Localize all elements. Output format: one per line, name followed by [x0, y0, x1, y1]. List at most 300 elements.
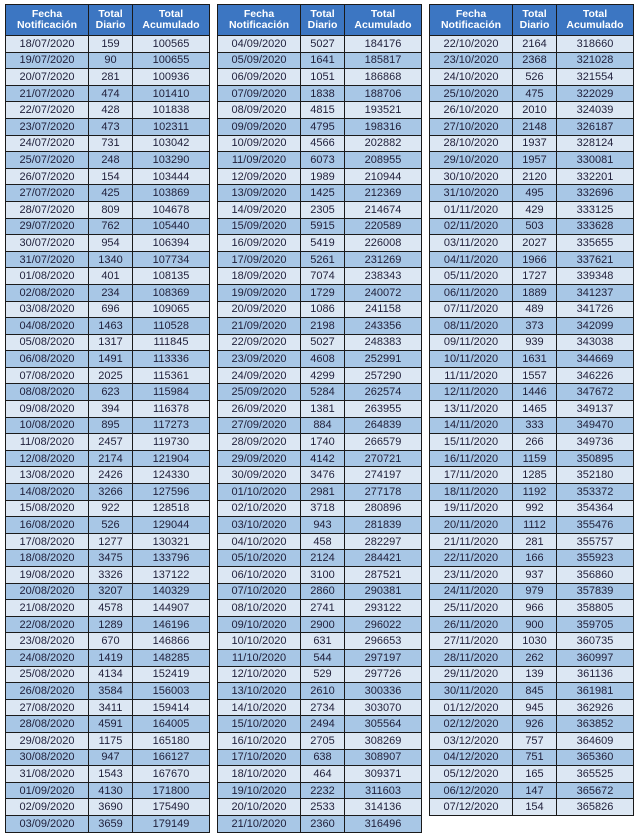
cell-total-acumulado: 137122 — [133, 567, 210, 584]
table-row — [218, 367, 422, 384]
cell-total-diario: 373 — [513, 318, 557, 335]
table-row — [430, 583, 634, 600]
cell-total-diario: 2741 — [301, 600, 345, 617]
cell-total-acumulado: 352180 — [557, 467, 634, 484]
cell-total-acumulado: 314136 — [345, 799, 422, 816]
cell-total-diario: 1937 — [513, 135, 557, 152]
cell-total-diario: 2360 — [301, 815, 345, 832]
cell-fecha: 11/08/2020 — [6, 434, 89, 451]
table-row — [430, 235, 634, 252]
cell-total-acumulado: 109065 — [133, 301, 210, 318]
cell-total-acumulado: 166127 — [133, 749, 210, 766]
cell-total-acumulado: 318660 — [557, 36, 634, 53]
cell-total-acumulado: 171800 — [133, 782, 210, 799]
cell-fecha: 27/08/2020 — [6, 699, 89, 716]
table-body — [6, 36, 210, 833]
cell-total-acumulado: 127596 — [133, 484, 210, 501]
cell-total-acumulado: 341726 — [557, 301, 634, 318]
table-row — [218, 567, 422, 584]
cell-total-acumulado: 337621 — [557, 251, 634, 268]
cell-total-acumulado: 274197 — [345, 467, 422, 484]
cell-total-diario: 922 — [89, 500, 133, 517]
cell-total-acumulado: 322029 — [557, 85, 634, 102]
cell-total-diario: 2494 — [301, 716, 345, 733]
table-row — [218, 450, 422, 467]
cell-total-diario: 4566 — [301, 135, 345, 152]
cell-total-diario: 638 — [301, 749, 345, 766]
cell-total-diario: 5027 — [301, 36, 345, 53]
cell-fecha: 09/08/2020 — [6, 401, 89, 418]
cell-fecha: 02/08/2020 — [6, 284, 89, 301]
table-row — [6, 749, 210, 766]
cell-fecha: 24/09/2020 — [218, 367, 301, 384]
table-row — [218, 649, 422, 666]
cell-total-diario: 473 — [89, 118, 133, 135]
table-row — [430, 201, 634, 218]
cell-total-acumulado: 280896 — [345, 500, 422, 517]
cell-fecha: 26/10/2020 — [430, 102, 513, 119]
cell-total-diario: 696 — [89, 301, 133, 318]
cell-total-acumulado: 346226 — [557, 367, 634, 384]
cell-fecha: 23/09/2020 — [218, 351, 301, 368]
cell-total-diario: 248 — [89, 152, 133, 169]
cell-total-acumulado: 252991 — [345, 351, 422, 368]
table-row — [218, 334, 422, 351]
table-row — [6, 434, 210, 451]
cell-fecha: 07/08/2020 — [6, 367, 89, 384]
table-row — [218, 600, 422, 617]
table-row — [430, 102, 634, 119]
cell-fecha: 08/09/2020 — [218, 102, 301, 119]
cell-total-diario: 1491 — [89, 351, 133, 368]
cell-fecha: 09/11/2020 — [430, 334, 513, 351]
table-row — [6, 218, 210, 235]
cell-fecha: 06/11/2020 — [430, 284, 513, 301]
table-row — [218, 351, 422, 368]
cell-fecha: 21/11/2020 — [430, 533, 513, 550]
cell-total-acumulado: 101838 — [133, 102, 210, 119]
cell-total-acumulado: 332696 — [557, 185, 634, 202]
cell-total-diario: 1051 — [301, 69, 345, 86]
cell-fecha: 07/10/2020 — [218, 583, 301, 600]
cell-fecha: 09/09/2020 — [218, 118, 301, 135]
cell-total-acumulado: 208955 — [345, 152, 422, 169]
cell-total-diario: 762 — [89, 218, 133, 235]
cell-total-diario: 1889 — [513, 284, 557, 301]
table-row — [218, 384, 422, 401]
cell-total-diario: 926 — [513, 716, 557, 733]
cell-fecha: 04/11/2020 — [430, 251, 513, 268]
table-row — [6, 649, 210, 666]
cell-total-acumulado: 350895 — [557, 450, 634, 467]
cell-fecha: 04/12/2020 — [430, 749, 513, 766]
cell-total-diario: 5027 — [301, 334, 345, 351]
cell-fecha: 14/11/2020 — [430, 417, 513, 434]
cell-fecha: 26/07/2020 — [6, 168, 89, 185]
cell-fecha: 20/11/2020 — [430, 517, 513, 534]
cell-fecha: 06/09/2020 — [218, 69, 301, 86]
cell-total-diario: 544 — [301, 649, 345, 666]
cell-total-acumulado: 365525 — [557, 766, 634, 783]
cell-total-acumulado: 349470 — [557, 417, 634, 434]
cell-total-acumulado: 220589 — [345, 218, 422, 235]
cell-fecha: 15/09/2020 — [218, 218, 301, 235]
data-table-2 — [217, 4, 422, 833]
table-row — [218, 284, 422, 301]
cell-total-acumulado: 365672 — [557, 782, 634, 799]
cell-total-diario: 489 — [513, 301, 557, 318]
cell-fecha: 19/09/2020 — [218, 284, 301, 301]
table-row — [218, 616, 422, 633]
cell-total-acumulado: 133796 — [133, 550, 210, 567]
cell-fecha: 18/08/2020 — [6, 550, 89, 567]
cell-total-acumulado: 263955 — [345, 401, 422, 418]
cell-fecha: 04/08/2020 — [6, 318, 89, 335]
table-row — [430, 118, 634, 135]
cell-total-diario: 5419 — [301, 235, 345, 252]
cell-fecha: 24/11/2020 — [430, 583, 513, 600]
cell-fecha: 16/10/2020 — [218, 732, 301, 749]
cell-fecha: 22/08/2020 — [6, 616, 89, 633]
table-row — [6, 815, 210, 832]
cell-fecha: 25/11/2020 — [430, 600, 513, 617]
cell-total-acumulado: 333125 — [557, 201, 634, 218]
table-row — [430, 550, 634, 567]
table-row — [6, 666, 210, 683]
cell-total-diario: 3266 — [89, 484, 133, 501]
table-row — [218, 732, 422, 749]
cell-total-diario: 1463 — [89, 318, 133, 335]
cell-fecha: 26/11/2020 — [430, 616, 513, 633]
cell-total-acumulado: 303070 — [345, 699, 422, 716]
table-row — [430, 384, 634, 401]
cell-fecha: 28/08/2020 — [6, 716, 89, 733]
cell-fecha: 04/10/2020 — [218, 533, 301, 550]
cell-total-diario: 4142 — [301, 450, 345, 467]
cell-total-acumulado: 353372 — [557, 484, 634, 501]
table-row — [430, 135, 634, 152]
cell-fecha: 08/11/2020 — [430, 318, 513, 335]
table-row — [430, 766, 634, 783]
table-row — [218, 550, 422, 567]
cell-total-acumulado: 100565 — [133, 36, 210, 53]
cell-total-diario: 2174 — [89, 450, 133, 467]
cell-total-acumulado: 146196 — [133, 616, 210, 633]
cell-total-diario: 401 — [89, 268, 133, 285]
cell-total-acumulado: 103869 — [133, 185, 210, 202]
cell-total-diario: 1030 — [513, 633, 557, 650]
cell-total-diario: 979 — [513, 583, 557, 600]
table-row — [6, 716, 210, 733]
cell-total-acumulado: 356860 — [557, 567, 634, 584]
cell-total-acumulado: 308907 — [345, 749, 422, 766]
cell-fecha: 11/10/2020 — [218, 649, 301, 666]
cell-total-acumulado: 358805 — [557, 600, 634, 617]
cell-fecha: 08/10/2020 — [218, 600, 301, 617]
table-row — [430, 749, 634, 766]
cell-total-acumulado: 103290 — [133, 152, 210, 169]
cell-fecha: 13/10/2020 — [218, 683, 301, 700]
cell-total-diario: 1641 — [301, 52, 345, 69]
cell-total-acumulado: 104678 — [133, 201, 210, 218]
cell-fecha: 12/08/2020 — [6, 450, 89, 467]
cell-fecha: 19/07/2020 — [6, 52, 89, 69]
cell-total-diario: 1727 — [513, 268, 557, 285]
cell-total-diario: 4130 — [89, 782, 133, 799]
table-row — [6, 201, 210, 218]
cell-fecha: 05/11/2020 — [430, 268, 513, 285]
cell-fecha: 01/08/2020 — [6, 268, 89, 285]
header-row — [6, 5, 210, 36]
cell-total-diario: 1159 — [513, 450, 557, 467]
table-row — [6, 616, 210, 633]
cell-fecha: 27/10/2020 — [430, 118, 513, 135]
cell-total-acumulado: 321028 — [557, 52, 634, 69]
cell-fecha: 25/08/2020 — [6, 666, 89, 683]
table-row — [218, 36, 422, 53]
cell-total-acumulado: 347672 — [557, 384, 634, 401]
table-row — [6, 52, 210, 69]
table-row — [6, 268, 210, 285]
cell-total-acumulado: 343038 — [557, 334, 634, 351]
cell-total-diario: 2120 — [513, 168, 557, 185]
cell-total-diario: 2610 — [301, 683, 345, 700]
table-row — [6, 782, 210, 799]
table-row — [6, 168, 210, 185]
cell-fecha: 02/12/2020 — [430, 716, 513, 733]
cell-total-acumulado: 349736 — [557, 434, 634, 451]
cell-total-acumulado: 107734 — [133, 251, 210, 268]
header-total-diario: Total Diario — [89, 5, 133, 36]
table-row — [430, 517, 634, 534]
cell-fecha: 06/08/2020 — [6, 351, 89, 368]
cell-fecha: 10/11/2020 — [430, 351, 513, 368]
cell-total-acumulado: 262574 — [345, 384, 422, 401]
cell-fecha: 26/08/2020 — [6, 683, 89, 700]
header-total-acumulado: Total Acumulado — [133, 5, 210, 36]
cell-fecha: 13/11/2020 — [430, 401, 513, 418]
cell-total-diario: 1543 — [89, 766, 133, 783]
cell-total-acumulado: 130321 — [133, 533, 210, 550]
cell-fecha: 10/08/2020 — [6, 417, 89, 434]
table-row — [430, 683, 634, 700]
table-row — [430, 85, 634, 102]
cell-fecha: 16/09/2020 — [218, 235, 301, 252]
cell-total-acumulado: 364609 — [557, 732, 634, 749]
cell-fecha: 18/10/2020 — [218, 766, 301, 783]
cell-fecha: 12/09/2020 — [218, 168, 301, 185]
cell-total-diario: 3659 — [89, 815, 133, 832]
cell-fecha: 15/08/2020 — [6, 500, 89, 517]
cell-fecha: 21/07/2020 — [6, 85, 89, 102]
table-row — [430, 185, 634, 202]
cell-total-acumulado: 355757 — [557, 533, 634, 550]
cell-total-acumulado: 119730 — [133, 434, 210, 451]
cell-fecha: 25/09/2020 — [218, 384, 301, 401]
cell-total-acumulado: 115984 — [133, 384, 210, 401]
table-row — [6, 152, 210, 169]
table-row — [218, 152, 422, 169]
header-fecha: Fecha Notificación — [430, 5, 513, 36]
cell-total-acumulado: 156003 — [133, 683, 210, 700]
cell-total-acumulado: 113336 — [133, 351, 210, 368]
cell-total-diario: 1175 — [89, 732, 133, 749]
cell-total-diario: 154 — [513, 799, 557, 816]
cell-total-diario: 1729 — [301, 284, 345, 301]
cell-fecha: 10/09/2020 — [218, 135, 301, 152]
cell-total-acumulado: 108135 — [133, 268, 210, 285]
header-total-diario: Total Diario — [301, 5, 345, 36]
cell-total-diario: 3475 — [89, 550, 133, 567]
cell-total-acumulado: 193521 — [345, 102, 422, 119]
table-row — [430, 168, 634, 185]
cell-total-diario: 5284 — [301, 384, 345, 401]
cell-total-acumulado: 293122 — [345, 600, 422, 617]
cell-fecha: 29/08/2020 — [6, 732, 89, 749]
cell-total-diario: 1112 — [513, 517, 557, 534]
table-row — [218, 500, 422, 517]
cell-total-diario: 4134 — [89, 666, 133, 683]
table-row — [218, 782, 422, 799]
cell-total-acumulado: 282297 — [345, 533, 422, 550]
cell-total-diario: 2860 — [301, 583, 345, 600]
cell-total-diario: 2734 — [301, 699, 345, 716]
cell-total-diario: 262 — [513, 649, 557, 666]
cell-fecha: 13/08/2020 — [6, 467, 89, 484]
cell-fecha: 20/07/2020 — [6, 69, 89, 86]
cell-total-diario: 3100 — [301, 567, 345, 584]
cell-total-acumulado: 238343 — [345, 268, 422, 285]
table-row — [6, 102, 210, 119]
cell-total-diario: 5261 — [301, 251, 345, 268]
table-row — [430, 417, 634, 434]
cell-total-acumulado: 297726 — [345, 666, 422, 683]
table-row — [218, 766, 422, 783]
table-row — [218, 517, 422, 534]
cell-total-diario: 4608 — [301, 351, 345, 368]
cell-total-acumulado: 264839 — [345, 417, 422, 434]
table-row — [218, 52, 422, 69]
table-row — [6, 401, 210, 418]
cell-total-diario: 670 — [89, 633, 133, 650]
cell-total-acumulado: 326187 — [557, 118, 634, 135]
header-fecha: Fecha Notificación — [218, 5, 301, 36]
cell-total-diario: 6073 — [301, 152, 345, 169]
cell-fecha: 01/10/2020 — [218, 484, 301, 501]
cell-total-diario: 495 — [513, 185, 557, 202]
table-row — [430, 450, 634, 467]
cell-total-acumulado: 248383 — [345, 334, 422, 351]
cell-fecha: 17/09/2020 — [218, 251, 301, 268]
cell-fecha: 02/10/2020 — [218, 500, 301, 517]
cell-total-acumulado: 362926 — [557, 699, 634, 716]
cell-total-acumulado: 108369 — [133, 284, 210, 301]
cell-total-acumulado: 332201 — [557, 168, 634, 185]
cell-fecha: 22/09/2020 — [218, 334, 301, 351]
cell-total-diario: 1277 — [89, 533, 133, 550]
cell-total-diario: 1838 — [301, 85, 345, 102]
cell-total-acumulado: 335655 — [557, 235, 634, 252]
cell-fecha: 12/10/2020 — [218, 666, 301, 683]
cell-total-diario: 1425 — [301, 185, 345, 202]
cell-total-acumulado: 359705 — [557, 616, 634, 633]
header-total-acumulado: Total Acumulado — [557, 5, 634, 36]
cell-fecha: 14/10/2020 — [218, 699, 301, 716]
cell-total-acumulado: 226008 — [345, 235, 422, 252]
cell-fecha: 14/09/2020 — [218, 201, 301, 218]
cell-fecha: 24/10/2020 — [430, 69, 513, 86]
cell-total-diario: 3411 — [89, 699, 133, 716]
cell-total-acumulado: 185817 — [345, 52, 422, 69]
cell-total-acumulado: 321554 — [557, 69, 634, 86]
cell-total-acumulado: 270721 — [345, 450, 422, 467]
cell-fecha: 03/08/2020 — [6, 301, 89, 318]
cell-fecha: 23/11/2020 — [430, 567, 513, 584]
table-row — [218, 318, 422, 335]
table-row — [430, 716, 634, 733]
cell-total-acumulado: 305564 — [345, 716, 422, 733]
cell-total-diario: 147 — [513, 782, 557, 799]
table-row — [218, 417, 422, 434]
table-row — [430, 434, 634, 451]
cell-total-acumulado: 354364 — [557, 500, 634, 517]
cell-total-acumulado: 212369 — [345, 185, 422, 202]
cell-total-diario: 526 — [89, 517, 133, 534]
cell-fecha: 02/09/2020 — [6, 799, 89, 816]
table-row — [218, 85, 422, 102]
table-row — [430, 351, 634, 368]
table-row — [430, 52, 634, 69]
cell-fecha: 28/11/2020 — [430, 649, 513, 666]
cell-total-diario: 884 — [301, 417, 345, 434]
table-row — [6, 799, 210, 816]
table-row — [430, 732, 634, 749]
cell-fecha: 07/09/2020 — [218, 85, 301, 102]
table-row — [430, 699, 634, 716]
cell-total-diario: 1957 — [513, 152, 557, 169]
cell-total-diario: 937 — [513, 567, 557, 584]
cell-total-diario: 4299 — [301, 367, 345, 384]
cell-total-diario: 2232 — [301, 782, 345, 799]
table-row — [6, 417, 210, 434]
cell-total-diario: 809 — [89, 201, 133, 218]
table-row — [430, 633, 634, 650]
cell-total-diario: 394 — [89, 401, 133, 418]
cell-total-diario: 154 — [89, 168, 133, 185]
cell-fecha: 17/11/2020 — [430, 467, 513, 484]
tables-container — [5, 4, 635, 830]
cell-fecha: 14/08/2020 — [6, 484, 89, 501]
cell-total-diario: 2164 — [513, 36, 557, 53]
table-row — [218, 401, 422, 418]
cell-total-diario: 2148 — [513, 118, 557, 135]
cell-total-acumulado: 266579 — [345, 434, 422, 451]
cell-fecha: 01/09/2020 — [6, 782, 89, 799]
table-row — [6, 467, 210, 484]
cell-total-acumulado: 240072 — [345, 284, 422, 301]
cell-total-acumulado: 365360 — [557, 749, 634, 766]
cell-total-diario: 1465 — [513, 401, 557, 418]
cell-fecha: 28/09/2020 — [218, 434, 301, 451]
table-row — [430, 318, 634, 335]
table-row — [430, 567, 634, 584]
cell-total-diario: 2981 — [301, 484, 345, 501]
cell-total-acumulado: 152419 — [133, 666, 210, 683]
cell-total-diario: 1317 — [89, 334, 133, 351]
cell-total-diario: 2705 — [301, 732, 345, 749]
cell-total-diario: 2426 — [89, 467, 133, 484]
cell-total-acumulado: 146866 — [133, 633, 210, 650]
